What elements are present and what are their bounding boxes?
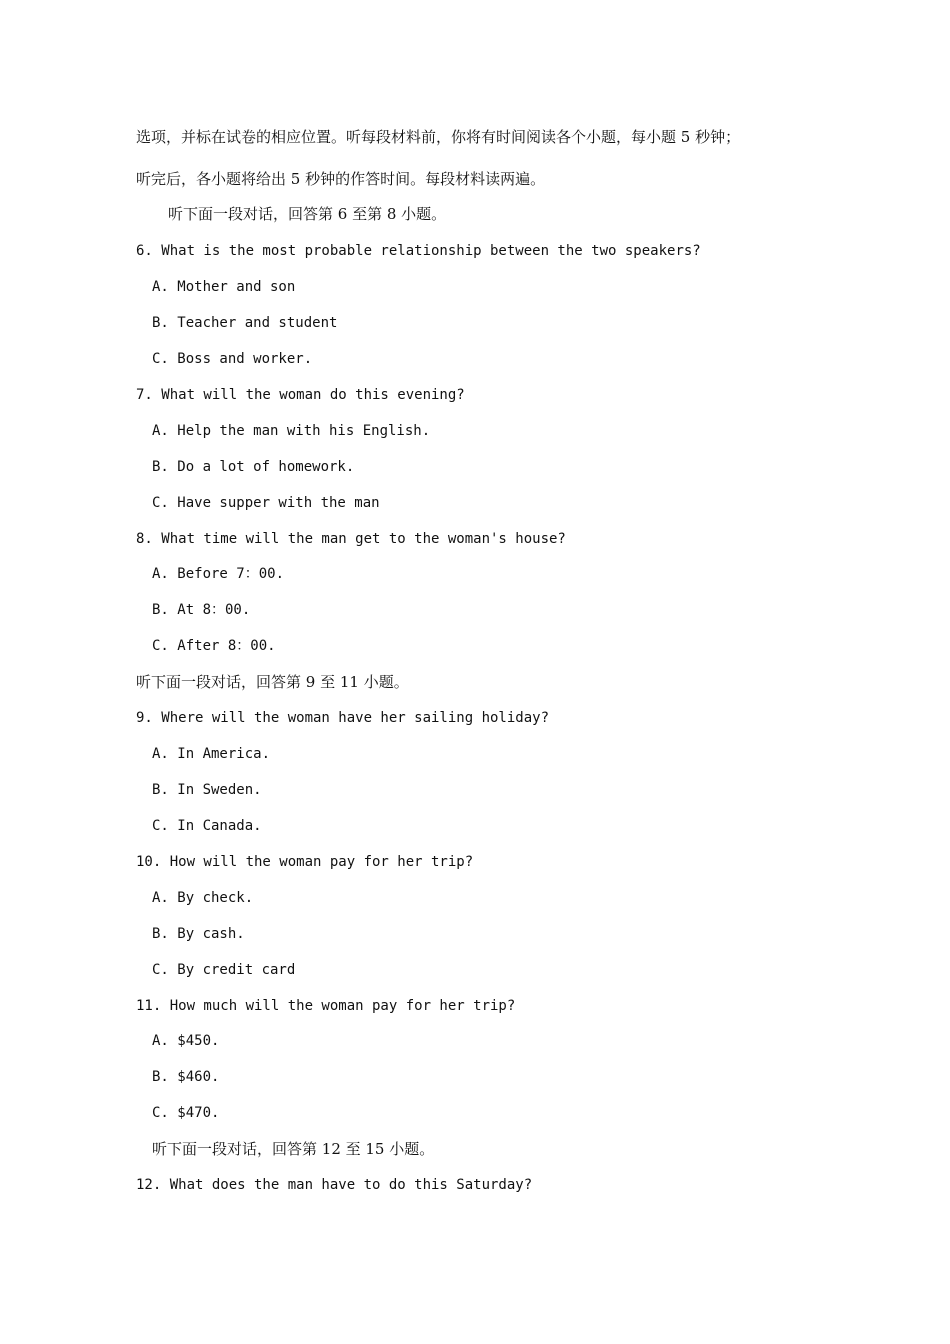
question-10: 10. How will the woman pay for her trip? <box>136 854 474 870</box>
question-6: 6. What is the most probable relationship between the two speakers? <box>136 243 701 259</box>
question-8-option-c: C. After 8：00. <box>152 638 276 654</box>
section-heading: 听下面一段对话，回答第 12 至 15 小题。 <box>152 1140 435 1158</box>
question-7: 7. What will the woman do this evening? <box>136 387 465 403</box>
question-9: 9. Where will the woman have her sailing holiday? <box>136 710 550 726</box>
question-9-option-a: A. In America. <box>152 746 271 762</box>
instruction-line-2: 听完后，各小题将给出 5 秒钟的作答时间。每段材料读两遍。 <box>136 170 546 188</box>
question-9-option-b: B. In Sweden. <box>152 782 262 798</box>
question-6-option-c: C. Boss and worker. <box>152 351 313 367</box>
question-11: 11. How much will the woman pay for her trip? <box>136 998 516 1014</box>
question-11-option-a: A. $450. <box>152 1033 220 1049</box>
question-11-option-c: C. $470. <box>152 1105 220 1121</box>
question-10-option-c: C. By credit card <box>152 962 296 978</box>
section-heading: 听下面一段对话，回答第 6 至第 8 小题。 <box>168 205 447 223</box>
question-7-option-a: A. Help the man with his English. <box>152 423 431 439</box>
instruction-line-1: 选项，并标在试卷的相应位置。听每段材料前，你将有时间阅读各个小题，每小题 5 秒钟； <box>136 128 741 146</box>
question-6-option-a: A. Mother and son <box>152 279 296 295</box>
question-6-option-b: B. Teacher and student <box>152 315 338 331</box>
question-8-option-b: B. At 8：00. <box>152 602 251 618</box>
question-7-option-b: B. Do a lot of homework. <box>152 459 355 475</box>
question-8: 8. What time will the man get to the woman's house? <box>136 531 566 547</box>
question-10-option-b: B. By cash. <box>152 926 245 942</box>
section-heading: 听下面一段对话，回答第 9 至 11 小题。 <box>136 673 409 691</box>
question-11-option-b: B. $460. <box>152 1069 220 1085</box>
question-10-option-a: A. By check. <box>152 890 254 906</box>
question-12: 12. What does the man have to do this Saturday? <box>136 1177 533 1193</box>
question-7-option-c: C. Have supper with the man <box>152 495 380 511</box>
question-9-option-c: C. In Canada. <box>152 818 262 834</box>
question-8-option-a: A. Before 7：00. <box>152 566 285 582</box>
